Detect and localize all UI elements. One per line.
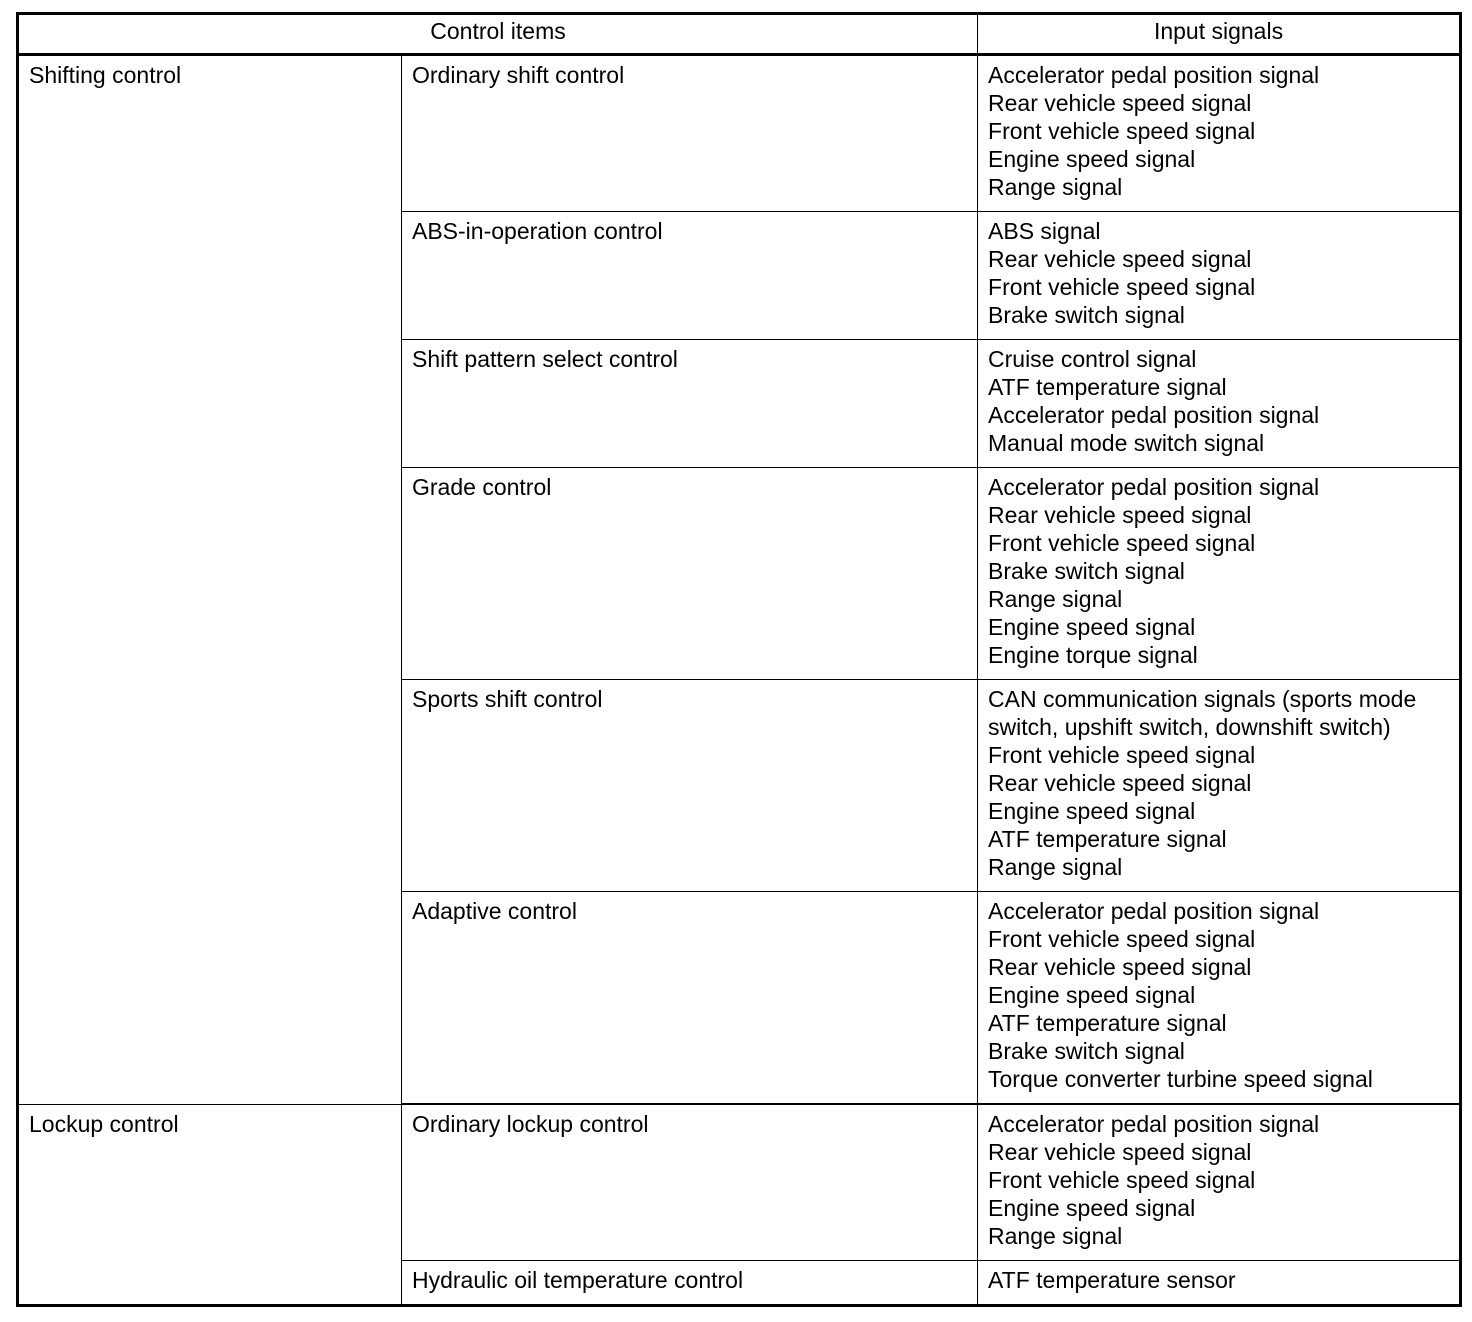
input-signal: ATF temperature signal bbox=[988, 1010, 1227, 1036]
input-signals-cell bbox=[978, 212, 1461, 340]
control-item-cell: Shift pattern select control bbox=[402, 340, 978, 468]
control-item-cell: Sports shift control bbox=[402, 680, 978, 892]
control-item-cell: Ordinary lockup control bbox=[402, 1104, 978, 1261]
control-items-table bbox=[16, 12, 1462, 1307]
input-signal: ABS signal bbox=[988, 218, 1101, 244]
input-signal: Accelerator pedal position signal bbox=[988, 898, 1320, 924]
input-signal: Torque converter turbine speed signal bbox=[988, 1066, 1373, 1092]
input-signal: Engine speed signal bbox=[988, 982, 1196, 1008]
header-row bbox=[18, 14, 1461, 55]
input-signals-cell bbox=[978, 340, 1461, 468]
input-signals-cell bbox=[978, 1261, 1461, 1306]
input-signal: Brake switch signal bbox=[988, 558, 1185, 584]
input-signal: Brake switch signal bbox=[988, 1038, 1185, 1064]
input-signal: Accelerator pedal position signal bbox=[988, 1111, 1320, 1137]
input-signal: Brake switch signal bbox=[988, 302, 1185, 328]
input-signal: ATF temperature signal bbox=[988, 374, 1227, 400]
table-row bbox=[18, 1104, 1461, 1261]
input-signal: Range signal bbox=[988, 854, 1123, 880]
input-signal: Accelerator pedal position signal bbox=[988, 402, 1320, 428]
input-signal: Cruise control signal bbox=[988, 346, 1197, 372]
input-signals-cell bbox=[978, 1104, 1461, 1261]
input-signal: Manual mode switch signal bbox=[988, 430, 1265, 456]
input-signal: Range signal bbox=[988, 586, 1123, 612]
input-signal: Rear vehicle speed signal bbox=[988, 954, 1252, 980]
control-item-cell: Grade control bbox=[402, 468, 978, 680]
table-body bbox=[18, 55, 1461, 1306]
input-signal: Engine speed signal bbox=[988, 1195, 1196, 1221]
input-signal: Front vehicle speed signal bbox=[988, 530, 1256, 556]
input-signal: Front vehicle speed signal bbox=[988, 926, 1256, 952]
group-name-cell: Lockup control bbox=[18, 1104, 402, 1306]
control-item-cell: ABS-in-operation control bbox=[402, 212, 978, 340]
input-signals-cell bbox=[978, 468, 1461, 680]
input-signal: Accelerator pedal position signal bbox=[988, 62, 1320, 88]
input-signal: ATF temperature signal bbox=[988, 826, 1227, 852]
control-item-cell: Hydraulic oil temperature control bbox=[402, 1261, 978, 1306]
input-signals-cell bbox=[978, 55, 1461, 212]
input-signal: CAN communication signals (sports mode switch, upshift switch, downshift switch) bbox=[988, 686, 1417, 740]
input-signal: Rear vehicle speed signal bbox=[988, 770, 1252, 796]
control-item-cell: Adaptive control bbox=[402, 892, 978, 1105]
input-signal: Rear vehicle speed signal bbox=[988, 502, 1252, 528]
header-input-signals: Input signals bbox=[978, 14, 1461, 55]
input-signal: Rear vehicle speed signal bbox=[988, 90, 1252, 116]
input-signal: ATF temperature sensor bbox=[988, 1267, 1236, 1293]
control-item-cell: Ordinary shift control bbox=[402, 55, 978, 212]
input-signal: Rear vehicle speed signal bbox=[988, 246, 1252, 272]
input-signals-cell bbox=[978, 680, 1461, 892]
group-name-cell: Shifting control bbox=[18, 55, 402, 1105]
input-signal: Engine speed signal bbox=[988, 798, 1196, 824]
input-signal: Range signal bbox=[988, 1223, 1123, 1249]
input-signal: Engine torque signal bbox=[988, 642, 1198, 668]
input-signal: Front vehicle speed signal bbox=[988, 742, 1256, 768]
header-control-items: Control items bbox=[18, 14, 978, 55]
input-signal: Engine speed signal bbox=[988, 146, 1196, 172]
input-signals-cell bbox=[978, 892, 1461, 1105]
input-signal: Front vehicle speed signal bbox=[988, 118, 1256, 144]
input-signal: Front vehicle speed signal bbox=[988, 274, 1256, 300]
table-row bbox=[18, 55, 1461, 212]
input-signal: Front vehicle speed signal bbox=[988, 1167, 1256, 1193]
input-signal: Range signal bbox=[988, 174, 1123, 200]
input-signal: Engine speed signal bbox=[988, 614, 1196, 640]
input-signal: Accelerator pedal position signal bbox=[988, 474, 1320, 500]
input-signal: Rear vehicle speed signal bbox=[988, 1139, 1252, 1165]
